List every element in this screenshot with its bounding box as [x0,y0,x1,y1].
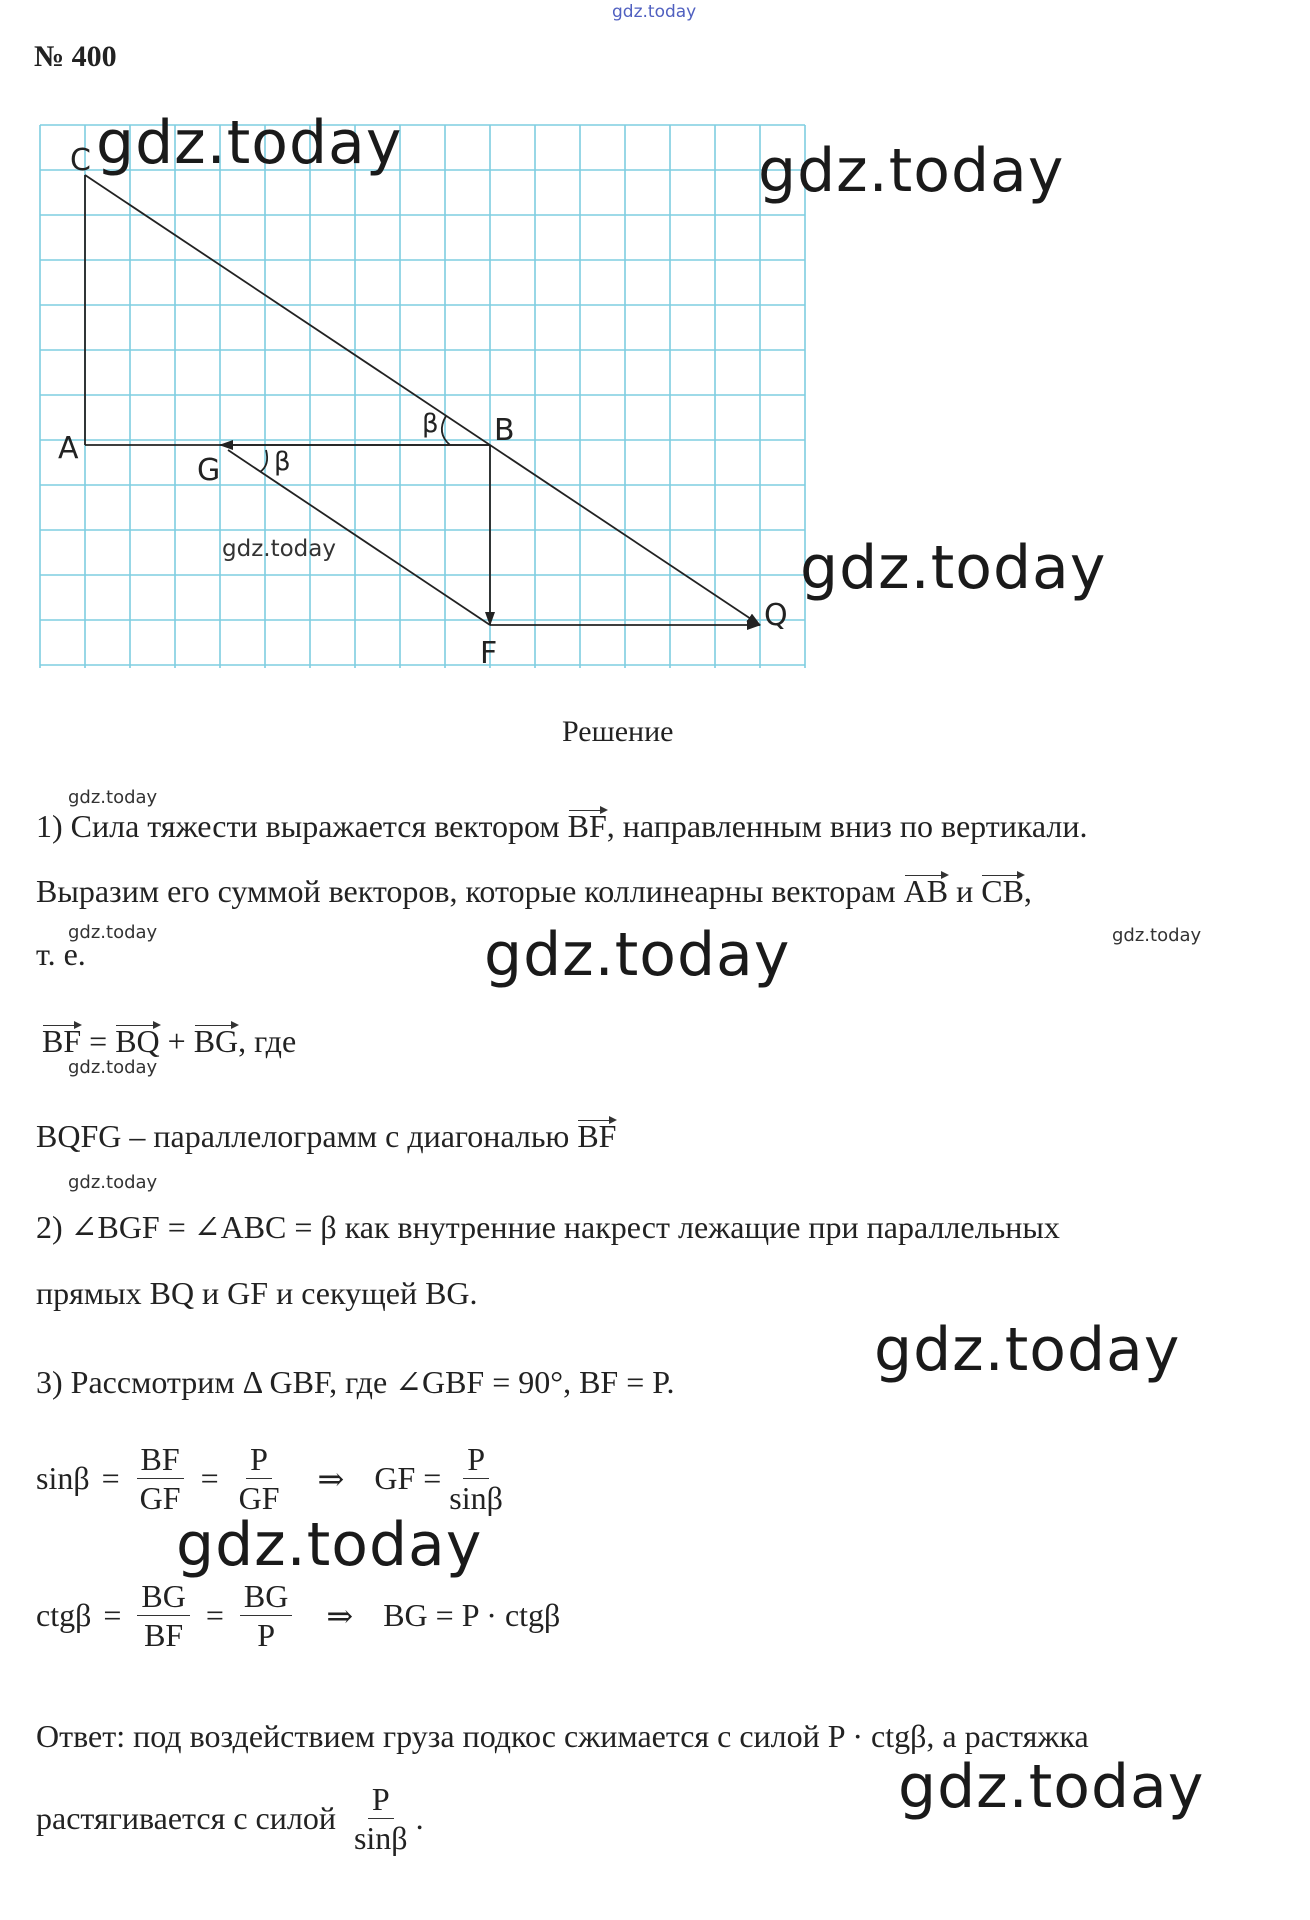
f2-frac-2: $\frac{BG}{P}$ [240,1577,292,1654]
paragraph-4 [36,1118,616,1155]
answer-end: . [415,1800,424,1836]
vector-ab: AB [903,873,949,909]
watermark-2: gdz.today [758,136,1065,206]
watermark-small-figure: gdz.today [222,536,336,562]
watermark-small-5: gdz.today [68,1172,158,1193]
solution-heading: Решение [562,715,674,748]
p2-text-a: Выразим его суммой векторов, которые коллинеарны векторам [36,873,896,909]
f2-arrow: ⇒ [326,1597,354,1634]
f2-frac-1: $\frac{BG}{BF}$ [137,1577,189,1654]
label-a: A [58,431,79,466]
vector-cb: CB [981,873,1024,909]
paragraph-3: т. е. [36,936,86,972]
eq1-plus: + [167,1023,186,1059]
paragraph-6: прямых BQ и GF и секущей BG. [36,1275,478,1311]
answer-frac: $\frac{P}{\sin\beta}$ [353,1781,408,1856]
eq1-where: , где [238,1023,297,1059]
paragraph-5: 2) ∠BGF = ∠ABC = β как внутренние накрест лежащие при параллельных [36,1209,1060,1245]
paragraph-2 [36,873,1032,910]
label-c: C [70,143,91,178]
f1-result: GF = [374,1460,442,1496]
eq1-equals: = [89,1023,108,1059]
answer-text: растягивается с силой [36,1800,336,1836]
f1-frac-3: $\frac{P}{\sin\beta}$ [449,1441,503,1516]
f1-arrow: ⇒ [317,1460,345,1497]
watermark-small-2: gdz.today [68,922,158,943]
p4-text: BQFG – параллелограмм с диагональю [36,1118,570,1154]
top-watermark: gdz.today [612,2,697,22]
diagram-lines [85,175,760,625]
eq1-bf: BF [42,1023,82,1059]
watermark-3: gdz.today [800,533,1107,603]
formula-sin [36,1440,511,1517]
f1-eq-2: = [200,1460,219,1496]
f1-frac-1: $\frac{BF}{GF}$ [136,1440,185,1517]
vector-bf-2: BF [577,1118,617,1154]
grid [40,125,805,668]
formula-ctg [36,1577,560,1654]
label-beta-g: β [274,447,291,477]
p1-text-a: 1) Сила тяжести выражается вектором [36,808,560,844]
f2-result: BG = P · ctgβ [383,1597,561,1633]
force-diagram [30,120,810,680]
equation-vector-sum [42,1023,296,1060]
watermark-7: gdz.today [898,1752,1205,1822]
label-beta-b: β [422,409,439,439]
f2-eq-2: = [205,1597,224,1633]
p1-text-b: , направленным вниз по вертикали. [606,808,1088,844]
watermark-1: gdz.today [96,108,403,178]
answer-line-1: Ответ: под воздействием груза подкос сжимается с силой P · ctgβ, а растяжка [36,1718,1089,1754]
watermark-small-1: gdz.today [68,787,158,808]
paragraph-1 [36,808,1087,845]
f1-frac-2: $\frac{P}{GF}$ [238,1441,280,1516]
vector-bf-1: BF [567,808,607,844]
label-b: B [494,413,515,448]
watermark-small-4: gdz.today [68,1057,158,1078]
eq1-bq: BQ [115,1023,160,1059]
f2-lhs: ctgβ [36,1597,92,1633]
watermark-small-3: gdz.today [1112,925,1202,946]
f1-eq-1: = [101,1460,120,1496]
watermark-6: gdz.today [176,1510,483,1580]
problem-number: № 400 [34,40,117,73]
label-q: Q [764,598,788,633]
label-g: G [197,453,221,488]
f2-eq-1: = [103,1597,122,1633]
p2-and: и [956,873,974,909]
vector-cq [85,175,760,625]
p2-end: , [1023,873,1032,909]
eq1-bg: BG [193,1023,239,1059]
paragraph-7: 3) Рассмотрим Δ GBF, где ∠GBF = 90°, BF = P. [36,1364,675,1400]
watermark-4: gdz.today [484,920,791,990]
watermark-5: gdz.today [874,1315,1181,1385]
label-f: F [480,636,498,671]
answer-line-2 [36,1780,424,1857]
f1-lhs: sinβ [36,1460,90,1496]
angle-arc-g [260,450,267,472]
